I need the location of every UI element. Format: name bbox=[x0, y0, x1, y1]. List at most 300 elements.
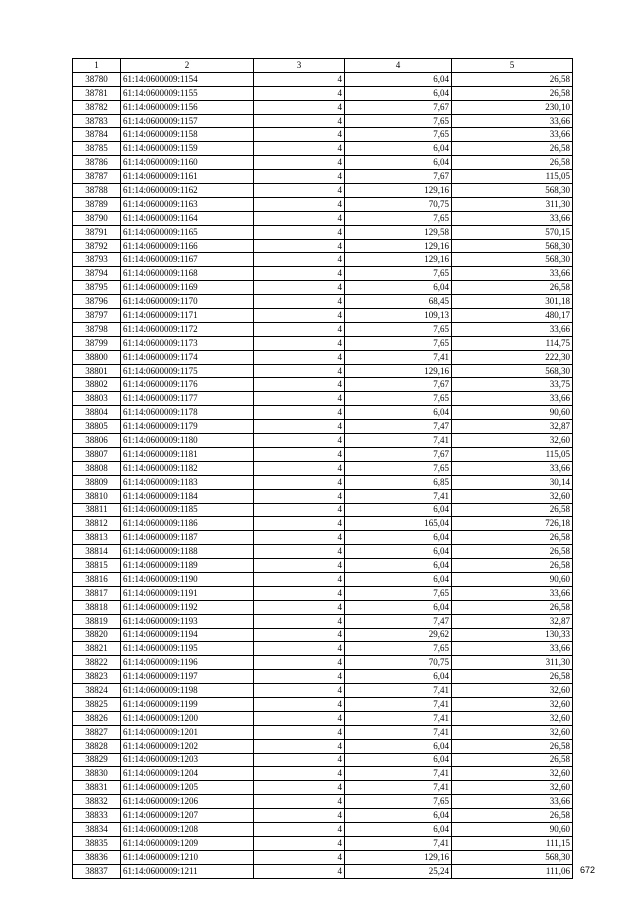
column-3-cell: 4 bbox=[254, 114, 345, 128]
column-4-cell: 129,16 bbox=[345, 850, 452, 864]
column-3-cell: 4 bbox=[254, 670, 345, 684]
table-row bbox=[73, 253, 573, 267]
table-row bbox=[73, 128, 573, 142]
row-number-cell: 38804 bbox=[73, 406, 121, 420]
column-4-cell: 7,65 bbox=[345, 211, 452, 225]
cadastral-number-cell: 61:14:0600009:1174 bbox=[121, 350, 254, 364]
row-number-cell: 38803 bbox=[73, 392, 121, 406]
column-3-cell: 4 bbox=[254, 86, 345, 100]
column-5-cell: 26,58 bbox=[452, 156, 573, 170]
column-3-cell: 4 bbox=[254, 586, 345, 600]
table-row bbox=[73, 767, 573, 781]
column-4-cell: 7,65 bbox=[345, 128, 452, 142]
column-3-cell: 4 bbox=[254, 142, 345, 156]
cadastral-number-cell: 61:14:0600009:1197 bbox=[121, 670, 254, 684]
table-row bbox=[73, 309, 573, 323]
column-4-cell: 6,04 bbox=[345, 600, 452, 614]
table-row bbox=[73, 725, 573, 739]
column-5-cell: 32,60 bbox=[452, 434, 573, 448]
table-row bbox=[73, 684, 573, 698]
column-3-cell: 4 bbox=[254, 545, 345, 559]
cadastral-number-cell: 61:14:0600009:1180 bbox=[121, 434, 254, 448]
column-5-cell: 90,60 bbox=[452, 822, 573, 836]
column-3-cell: 4 bbox=[254, 822, 345, 836]
column-5-cell: 26,58 bbox=[452, 142, 573, 156]
column-3-cell: 4 bbox=[254, 656, 345, 670]
table-row bbox=[73, 739, 573, 753]
column-4-cell: 7,65 bbox=[345, 114, 452, 128]
column-5-cell: 26,58 bbox=[452, 600, 573, 614]
column-3-cell: 4 bbox=[254, 753, 345, 767]
column-3-cell: 4 bbox=[254, 350, 345, 364]
column-3-cell: 4 bbox=[254, 420, 345, 434]
row-number-cell: 38826 bbox=[73, 711, 121, 725]
column-3-cell: 4 bbox=[254, 364, 345, 378]
table-row bbox=[73, 795, 573, 809]
table-row bbox=[73, 642, 573, 656]
column-3-cell: 4 bbox=[254, 447, 345, 461]
row-number-cell: 38813 bbox=[73, 531, 121, 545]
column-3-cell: 4 bbox=[254, 72, 345, 86]
column-3-cell: 4 bbox=[254, 336, 345, 350]
column-4-cell: 109,13 bbox=[345, 309, 452, 323]
cadastral-number-cell: 61:14:0600009:1179 bbox=[121, 420, 254, 434]
cadastral-number-cell: 61:14:0600009:1210 bbox=[121, 850, 254, 864]
column-4-cell: 6,04 bbox=[345, 142, 452, 156]
table-row bbox=[73, 225, 573, 239]
row-number-cell: 38835 bbox=[73, 836, 121, 850]
cadastral-number-cell: 61:14:0600009:1189 bbox=[121, 559, 254, 573]
table-row bbox=[73, 503, 573, 517]
row-number-cell: 38822 bbox=[73, 656, 121, 670]
column-3-cell: 4 bbox=[254, 475, 345, 489]
column-5-cell: 33,66 bbox=[452, 392, 573, 406]
table-row bbox=[73, 753, 573, 767]
column-4-cell: 7,41 bbox=[345, 697, 452, 711]
column-header-1: 1 bbox=[73, 59, 121, 73]
cadastral-number-cell: 61:14:0600009:1161 bbox=[121, 170, 254, 184]
column-5-cell: 568,30 bbox=[452, 239, 573, 253]
row-number-cell: 38797 bbox=[73, 309, 121, 323]
column-4-cell: 7,65 bbox=[345, 267, 452, 281]
table-row bbox=[73, 336, 573, 350]
table-row bbox=[73, 156, 573, 170]
page-number: 672 bbox=[579, 865, 595, 875]
row-number-cell: 38823 bbox=[73, 670, 121, 684]
column-3-cell: 4 bbox=[254, 461, 345, 475]
table-header-row bbox=[73, 59, 573, 73]
table-row bbox=[73, 836, 573, 850]
column-5-cell: 32,60 bbox=[452, 725, 573, 739]
table-row bbox=[73, 420, 573, 434]
column-3-cell: 4 bbox=[254, 211, 345, 225]
column-4-cell: 6,04 bbox=[345, 156, 452, 170]
row-number-cell: 38792 bbox=[73, 239, 121, 253]
cadastral-number-cell: 61:14:0600009:1202 bbox=[121, 739, 254, 753]
column-4-cell: 70,75 bbox=[345, 656, 452, 670]
column-4-cell: 7,65 bbox=[345, 795, 452, 809]
column-header-3: 3 bbox=[254, 59, 345, 73]
column-4-cell: 7,67 bbox=[345, 447, 452, 461]
column-5-cell: 568,30 bbox=[452, 184, 573, 198]
column-4-cell: 7,65 bbox=[345, 461, 452, 475]
cadastral-number-cell: 61:14:0600009:1207 bbox=[121, 809, 254, 823]
table-row bbox=[73, 531, 573, 545]
column-4-cell: 6,04 bbox=[345, 739, 452, 753]
column-4-cell: 70,75 bbox=[345, 197, 452, 211]
row-number-cell: 38820 bbox=[73, 628, 121, 642]
table-row bbox=[73, 461, 573, 475]
column-4-cell: 7,41 bbox=[345, 684, 452, 698]
table-row bbox=[73, 670, 573, 684]
table-row bbox=[73, 614, 573, 628]
column-4-cell: 7,65 bbox=[345, 322, 452, 336]
row-number-cell: 38782 bbox=[73, 100, 121, 114]
cadastral-number-cell: 61:14:0600009:1167 bbox=[121, 253, 254, 267]
column-4-cell: 129,58 bbox=[345, 225, 452, 239]
column-5-cell: 26,58 bbox=[452, 670, 573, 684]
column-3-cell: 4 bbox=[254, 517, 345, 531]
column-5-cell: 111,06 bbox=[452, 864, 573, 878]
column-3-cell: 4 bbox=[254, 559, 345, 573]
column-3-cell: 4 bbox=[254, 197, 345, 211]
cadastral-number-cell: 61:14:0600009:1188 bbox=[121, 545, 254, 559]
table-row bbox=[73, 364, 573, 378]
column-3-cell: 4 bbox=[254, 128, 345, 142]
row-number-cell: 38816 bbox=[73, 572, 121, 586]
column-4-cell: 6,04 bbox=[345, 503, 452, 517]
column-5-cell: 33,66 bbox=[452, 586, 573, 600]
cadastral-number-cell: 61:14:0600009:1205 bbox=[121, 781, 254, 795]
column-3-cell: 4 bbox=[254, 711, 345, 725]
cadastral-number-cell: 61:14:0600009:1193 bbox=[121, 614, 254, 628]
column-3-cell: 4 bbox=[254, 170, 345, 184]
column-5-cell: 26,58 bbox=[452, 809, 573, 823]
table-row bbox=[73, 434, 573, 448]
column-3-cell: 4 bbox=[254, 267, 345, 281]
column-4-cell: 25,24 bbox=[345, 864, 452, 878]
column-5-cell: 115,05 bbox=[452, 170, 573, 184]
column-5-cell: 301,18 bbox=[452, 295, 573, 309]
cadastral-number-cell: 61:14:0600009:1198 bbox=[121, 684, 254, 698]
column-4-cell: 7,65 bbox=[345, 586, 452, 600]
cadastral-number-cell: 61:14:0600009:1191 bbox=[121, 586, 254, 600]
cadastral-number-cell: 61:14:0600009:1178 bbox=[121, 406, 254, 420]
row-number-cell: 38828 bbox=[73, 739, 121, 753]
column-5-cell: 26,58 bbox=[452, 753, 573, 767]
row-number-cell: 38824 bbox=[73, 684, 121, 698]
column-3-cell: 4 bbox=[254, 434, 345, 448]
table-row bbox=[73, 267, 573, 281]
column-3-cell: 4 bbox=[254, 864, 345, 878]
column-4-cell: 7,41 bbox=[345, 434, 452, 448]
table-row bbox=[73, 100, 573, 114]
table-body bbox=[73, 72, 573, 878]
column-3-cell: 4 bbox=[254, 628, 345, 642]
column-3-cell: 4 bbox=[254, 850, 345, 864]
column-4-cell: 6,04 bbox=[345, 572, 452, 586]
column-5-cell: 26,58 bbox=[452, 545, 573, 559]
table-row bbox=[73, 600, 573, 614]
table-row bbox=[73, 697, 573, 711]
table-row bbox=[73, 711, 573, 725]
row-number-cell: 38837 bbox=[73, 864, 121, 878]
cadastral-number-cell: 61:14:0600009:1156 bbox=[121, 100, 254, 114]
table-row bbox=[73, 559, 573, 573]
column-4-cell: 129,16 bbox=[345, 184, 452, 198]
column-4-cell: 7,41 bbox=[345, 767, 452, 781]
row-number-cell: 38802 bbox=[73, 378, 121, 392]
column-5-cell: 33,75 bbox=[452, 378, 573, 392]
column-3-cell: 4 bbox=[254, 767, 345, 781]
row-number-cell: 38807 bbox=[73, 447, 121, 461]
column-4-cell: 68,45 bbox=[345, 295, 452, 309]
row-number-cell: 38811 bbox=[73, 503, 121, 517]
cadastral-number-cell: 61:14:0600009:1155 bbox=[121, 86, 254, 100]
column-3-cell: 4 bbox=[254, 406, 345, 420]
column-3-cell: 4 bbox=[254, 253, 345, 267]
column-3-cell: 4 bbox=[254, 378, 345, 392]
column-5-cell: 26,58 bbox=[452, 503, 573, 517]
column-3-cell: 4 bbox=[254, 809, 345, 823]
column-4-cell: 6,04 bbox=[345, 406, 452, 420]
row-number-cell: 38784 bbox=[73, 128, 121, 142]
column-5-cell: 32,60 bbox=[452, 711, 573, 725]
cadastral-number-cell: 61:14:0600009:1187 bbox=[121, 531, 254, 545]
column-5-cell: 568,30 bbox=[452, 253, 573, 267]
cadastral-number-cell: 61:14:0600009:1173 bbox=[121, 336, 254, 350]
table-row bbox=[73, 489, 573, 503]
table-row bbox=[73, 322, 573, 336]
table-row bbox=[73, 850, 573, 864]
table-row bbox=[73, 197, 573, 211]
row-number-cell: 38794 bbox=[73, 267, 121, 281]
table-row bbox=[73, 781, 573, 795]
table-row bbox=[73, 114, 573, 128]
cadastral-number-cell: 61:14:0600009:1204 bbox=[121, 767, 254, 781]
row-number-cell: 38795 bbox=[73, 281, 121, 295]
row-number-cell: 38799 bbox=[73, 336, 121, 350]
column-4-cell: 7,41 bbox=[345, 836, 452, 850]
row-number-cell: 38798 bbox=[73, 322, 121, 336]
column-4-cell: 6,04 bbox=[345, 72, 452, 86]
cadastral-number-cell: 61:14:0600009:1172 bbox=[121, 322, 254, 336]
row-number-cell: 38812 bbox=[73, 517, 121, 531]
column-5-cell: 32,60 bbox=[452, 781, 573, 795]
column-4-cell: 6,85 bbox=[345, 475, 452, 489]
cadastral-number-cell: 61:14:0600009:1165 bbox=[121, 225, 254, 239]
column-4-cell: 7,41 bbox=[345, 350, 452, 364]
cadastral-number-cell: 61:14:0600009:1200 bbox=[121, 711, 254, 725]
row-number-cell: 38789 bbox=[73, 197, 121, 211]
column-5-cell: 115,05 bbox=[452, 447, 573, 461]
column-3-cell: 4 bbox=[254, 225, 345, 239]
column-3-cell: 4 bbox=[254, 725, 345, 739]
cadastral-number-cell: 61:14:0600009:1194 bbox=[121, 628, 254, 642]
column-5-cell: 32,60 bbox=[452, 684, 573, 698]
column-3-cell: 4 bbox=[254, 697, 345, 711]
column-3-cell: 4 bbox=[254, 322, 345, 336]
column-4-cell: 7,47 bbox=[345, 614, 452, 628]
cadastral-number-cell: 61:14:0600009:1185 bbox=[121, 503, 254, 517]
column-3-cell: 4 bbox=[254, 614, 345, 628]
column-3-cell: 4 bbox=[254, 281, 345, 295]
cadastral-number-cell: 61:14:0600009:1160 bbox=[121, 156, 254, 170]
column-5-cell: 311,30 bbox=[452, 656, 573, 670]
cadastral-number-cell: 61:14:0600009:1196 bbox=[121, 656, 254, 670]
cadastral-number-cell: 61:14:0600009:1184 bbox=[121, 489, 254, 503]
column-4-cell: 165,04 bbox=[345, 517, 452, 531]
column-4-cell: 7,65 bbox=[345, 336, 452, 350]
column-4-cell: 7,67 bbox=[345, 100, 452, 114]
table-row bbox=[73, 406, 573, 420]
cadastral-number-cell: 61:14:0600009:1163 bbox=[121, 197, 254, 211]
table-row bbox=[73, 184, 573, 198]
column-3-cell: 4 bbox=[254, 684, 345, 698]
column-4-cell: 7,65 bbox=[345, 642, 452, 656]
table-row bbox=[73, 142, 573, 156]
table-row bbox=[73, 517, 573, 531]
cadastral-number-cell: 61:14:0600009:1154 bbox=[121, 72, 254, 86]
row-number-cell: 38814 bbox=[73, 545, 121, 559]
row-number-cell: 38800 bbox=[73, 350, 121, 364]
cadastral-number-cell: 61:14:0600009:1201 bbox=[121, 725, 254, 739]
cadastral-number-cell: 61:14:0600009:1195 bbox=[121, 642, 254, 656]
cadastral-number-cell: 61:14:0600009:1168 bbox=[121, 267, 254, 281]
column-3-cell: 4 bbox=[254, 600, 345, 614]
table-row bbox=[73, 656, 573, 670]
column-5-cell: 33,66 bbox=[452, 211, 573, 225]
row-number-cell: 38834 bbox=[73, 822, 121, 836]
table-row bbox=[73, 170, 573, 184]
column-4-cell: 7,41 bbox=[345, 725, 452, 739]
cadastral-number-cell: 61:14:0600009:1211 bbox=[121, 864, 254, 878]
cadastral-number-cell: 61:14:0600009:1176 bbox=[121, 378, 254, 392]
column-3-cell: 4 bbox=[254, 295, 345, 309]
column-header-5: 5 bbox=[452, 59, 573, 73]
column-4-cell: 6,04 bbox=[345, 670, 452, 684]
cadastral-number-cell: 61:14:0600009:1186 bbox=[121, 517, 254, 531]
column-5-cell: 26,58 bbox=[452, 739, 573, 753]
column-3-cell: 4 bbox=[254, 239, 345, 253]
row-number-cell: 38780 bbox=[73, 72, 121, 86]
column-5-cell: 480,17 bbox=[452, 309, 573, 323]
row-number-cell: 38819 bbox=[73, 614, 121, 628]
cadastral-number-cell: 61:14:0600009:1164 bbox=[121, 211, 254, 225]
row-number-cell: 38790 bbox=[73, 211, 121, 225]
row-number-cell: 38791 bbox=[73, 225, 121, 239]
table-row bbox=[73, 545, 573, 559]
column-3-cell: 4 bbox=[254, 100, 345, 114]
cadastral-number-cell: 61:14:0600009:1166 bbox=[121, 239, 254, 253]
row-number-cell: 38833 bbox=[73, 809, 121, 823]
cadastral-number-cell: 61:14:0600009:1157 bbox=[121, 114, 254, 128]
column-5-cell: 568,30 bbox=[452, 364, 573, 378]
column-5-cell: 30,14 bbox=[452, 475, 573, 489]
row-number-cell: 38787 bbox=[73, 170, 121, 184]
column-5-cell: 568,30 bbox=[452, 850, 573, 864]
column-3-cell: 4 bbox=[254, 156, 345, 170]
row-number-cell: 38783 bbox=[73, 114, 121, 128]
column-header-4: 4 bbox=[345, 59, 452, 73]
column-4-cell: 6,04 bbox=[345, 281, 452, 295]
cadastral-number-cell: 61:14:0600009:1182 bbox=[121, 461, 254, 475]
row-number-cell: 38810 bbox=[73, 489, 121, 503]
row-number-cell: 38796 bbox=[73, 295, 121, 309]
column-4-cell: 7,41 bbox=[345, 711, 452, 725]
column-3-cell: 4 bbox=[254, 836, 345, 850]
table-row bbox=[73, 572, 573, 586]
column-4-cell: 6,04 bbox=[345, 531, 452, 545]
cadastral-number-cell: 61:14:0600009:1177 bbox=[121, 392, 254, 406]
column-4-cell: 129,16 bbox=[345, 364, 452, 378]
column-3-cell: 4 bbox=[254, 309, 345, 323]
column-5-cell: 33,66 bbox=[452, 114, 573, 128]
cadastral-number-cell: 61:14:0600009:1181 bbox=[121, 447, 254, 461]
cadastral-number-cell: 61:14:0600009:1175 bbox=[121, 364, 254, 378]
column-5-cell: 33,66 bbox=[452, 128, 573, 142]
column-5-cell: 32,60 bbox=[452, 697, 573, 711]
row-number-cell: 38785 bbox=[73, 142, 121, 156]
row-number-cell: 38836 bbox=[73, 850, 121, 864]
cadastral-number-cell: 61:14:0600009:1190 bbox=[121, 572, 254, 586]
column-5-cell: 726,18 bbox=[452, 517, 573, 531]
column-4-cell: 7,65 bbox=[345, 392, 452, 406]
cadastral-number-cell: 61:14:0600009:1206 bbox=[121, 795, 254, 809]
table-row bbox=[73, 809, 573, 823]
column-4-cell: 7,47 bbox=[345, 420, 452, 434]
column-5-cell: 222,30 bbox=[452, 350, 573, 364]
column-5-cell: 32,87 bbox=[452, 614, 573, 628]
table-row bbox=[73, 72, 573, 86]
column-5-cell: 33,66 bbox=[452, 322, 573, 336]
column-3-cell: 4 bbox=[254, 184, 345, 198]
cadastral-number-cell: 61:14:0600009:1199 bbox=[121, 697, 254, 711]
cadastral-number-cell: 61:14:0600009:1158 bbox=[121, 128, 254, 142]
column-5-cell: 26,58 bbox=[452, 281, 573, 295]
table-row bbox=[73, 475, 573, 489]
column-3-cell: 4 bbox=[254, 392, 345, 406]
row-number-cell: 38781 bbox=[73, 86, 121, 100]
column-3-cell: 4 bbox=[254, 489, 345, 503]
table-row bbox=[73, 86, 573, 100]
row-number-cell: 38788 bbox=[73, 184, 121, 198]
table-row bbox=[73, 822, 573, 836]
table-row bbox=[73, 295, 573, 309]
column-4-cell: 7,41 bbox=[345, 489, 452, 503]
column-4-cell: 129,16 bbox=[345, 253, 452, 267]
cadastral-number-cell: 61:14:0600009:1208 bbox=[121, 822, 254, 836]
row-number-cell: 38786 bbox=[73, 156, 121, 170]
table-row bbox=[73, 281, 573, 295]
cadastral-number-cell: 61:14:0600009:1162 bbox=[121, 184, 254, 198]
cadastral-number-cell: 61:14:0600009:1203 bbox=[121, 753, 254, 767]
row-number-cell: 38827 bbox=[73, 725, 121, 739]
row-number-cell: 38808 bbox=[73, 461, 121, 475]
column-5-cell: 32,87 bbox=[452, 420, 573, 434]
column-5-cell: 33,66 bbox=[452, 267, 573, 281]
row-number-cell: 38830 bbox=[73, 767, 121, 781]
row-number-cell: 38829 bbox=[73, 753, 121, 767]
cadastral-number-cell: 61:14:0600009:1169 bbox=[121, 281, 254, 295]
column-5-cell: 311,30 bbox=[452, 197, 573, 211]
row-number-cell: 38831 bbox=[73, 781, 121, 795]
column-4-cell: 6,04 bbox=[345, 809, 452, 823]
table-row bbox=[73, 447, 573, 461]
table-row bbox=[73, 211, 573, 225]
cadastral-number-cell: 61:14:0600009:1159 bbox=[121, 142, 254, 156]
column-5-cell: 26,58 bbox=[452, 86, 573, 100]
